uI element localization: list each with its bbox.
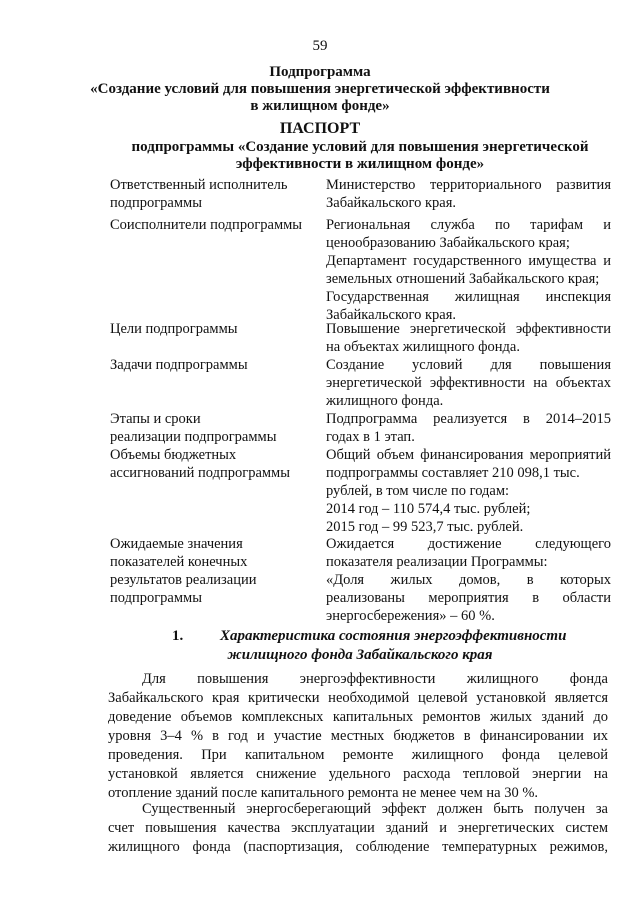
paragraph-line: доведение объемов комплексных капитальных ремонтов жилых зданий до bbox=[108, 709, 608, 725]
label-line: подпрограммы bbox=[110, 195, 202, 211]
label-line: Этапы и сроки bbox=[110, 411, 201, 427]
paragraph-line: счет повышения качества эксплуатации зданий и энергетических систем bbox=[108, 820, 608, 836]
passport-row-value bbox=[326, 356, 611, 410]
value-line: реализованы мероприятия в области bbox=[326, 590, 611, 606]
value-line: Департамент государственного имущества и bbox=[326, 253, 611, 269]
value-line: Создание условий для повышения bbox=[326, 357, 611, 373]
passport-subtitle-line2: эффективности в жилищном фонде» bbox=[235, 156, 485, 172]
label-line: реализации подпрограммы bbox=[110, 429, 277, 445]
paragraph-line: проведения. При капитальном ремонте жилищного фонда целевой bbox=[108, 747, 608, 763]
value-line: жилищного фонда. bbox=[326, 393, 444, 409]
value-line: Подпрограмма реализуется в 2014–2015 bbox=[326, 411, 611, 427]
subprogram-title-line2: в жилищном фонде» bbox=[250, 98, 390, 114]
value-line: ценообразованию Забайкальского края; bbox=[326, 235, 570, 251]
value-line: Региональная служба по тарифам и bbox=[326, 217, 611, 233]
label-line: ассигнований подпрограммы bbox=[110, 465, 290, 481]
paragraph-line: отопление зданий после капитального ремонта не менее чем на 30 %. bbox=[108, 785, 539, 801]
value-line: Забайкальского края. bbox=[326, 307, 456, 323]
value-line: Ожидается достижение следующего bbox=[326, 536, 611, 552]
passport-row-label bbox=[110, 176, 320, 212]
value-line: показателя реализации Программы: bbox=[326, 554, 548, 570]
value-line: Государственная жилищная инспекция bbox=[326, 289, 611, 305]
passport-row-value bbox=[326, 176, 611, 212]
passport-row-value bbox=[326, 410, 611, 446]
value-line: Повышение энергетической эффективности bbox=[326, 321, 611, 337]
passport-row-value bbox=[326, 446, 611, 536]
value-line: «Доля жилых домов, в которых bbox=[326, 572, 611, 588]
value-line: энергетической эффективности на объектах bbox=[326, 375, 611, 391]
subprogram-heading: Подпрограмма bbox=[269, 64, 371, 80]
label-line: подпрограммы bbox=[110, 590, 202, 606]
label-line: Соисполнители подпрограммы bbox=[110, 217, 303, 233]
passport-row-label bbox=[110, 356, 320, 374]
value-line: Забайкальского края. bbox=[326, 195, 456, 211]
passport-title: ПАСПОРТ bbox=[279, 120, 361, 137]
label-line: результатов реализации bbox=[110, 572, 257, 588]
value-line: рублей, в том числе по годам: bbox=[326, 483, 510, 499]
value-line: 2015 год – 99 523,7 тыс. рублей. bbox=[326, 519, 524, 535]
label-line: Ожидаемые значения bbox=[110, 536, 243, 552]
passport-row-label bbox=[110, 216, 320, 234]
passport-row-value bbox=[326, 320, 611, 356]
passport-row-label bbox=[110, 535, 320, 607]
label-line: показателей конечных bbox=[110, 554, 248, 570]
passport-row-label bbox=[110, 446, 320, 482]
value-line: подпрограммы составляет 210 098,1 тыс. bbox=[326, 465, 580, 481]
passport-row-value bbox=[326, 216, 611, 324]
value-line: на объектах жилищного фонда. bbox=[326, 339, 520, 355]
label-line: Задачи подпрограммы bbox=[110, 357, 248, 373]
value-line: Общий объем финансирования мероприятий bbox=[326, 447, 611, 463]
paragraph-line: Для повышения энергоэффективности жилищного фонда bbox=[142, 671, 608, 687]
paragraph-line: установкой является снижение удельного расхода тепловой энергии на bbox=[108, 766, 608, 782]
paragraph-line: уровня 3–4 % в год и участие местных бюджетов в финансировании их bbox=[108, 728, 608, 744]
paragraph-line: жилищного фонда (паспортизация, соблюдение температурных режимов, bbox=[108, 839, 608, 855]
passport-row-label bbox=[110, 320, 320, 338]
paragraph-line: Забайкальского края критически необходимой целевой установкой является bbox=[108, 690, 608, 706]
page-number: 59 bbox=[312, 38, 328, 54]
passport-row-label bbox=[110, 410, 320, 446]
value-line: 2014 год – 110 574,4 тыс. рублей; bbox=[326, 501, 531, 517]
value-line: земельных отношений Забайкальского края; bbox=[326, 271, 600, 287]
label-line: Цели подпрограммы bbox=[110, 321, 238, 337]
section-title-line2: жилищного фонда Забайкальского края bbox=[227, 647, 493, 663]
subprogram-title-line1: «Создание условий для повышения энергетической эффективности bbox=[90, 81, 550, 97]
paragraph bbox=[108, 670, 608, 803]
passport-row-value bbox=[326, 535, 611, 625]
value-line: Министерство территориального развития bbox=[326, 177, 611, 193]
value-line: энергосбережения» – 60 %. bbox=[326, 608, 495, 624]
value-line: годах в 1 этап. bbox=[326, 429, 415, 445]
label-line: Объемы бюджетных bbox=[110, 447, 237, 463]
paragraph-line: Существенный энергосберегающий эффект должен быть получен за bbox=[142, 801, 608, 817]
passport-subtitle-line1: подпрограммы «Создание условий для повышения энергетической bbox=[131, 139, 589, 155]
label-line: Ответственный исполнитель bbox=[110, 177, 288, 193]
paragraph bbox=[108, 800, 608, 857]
section-number: 1. bbox=[172, 628, 184, 644]
section-title-line1: Характеристика состояния энергоэффективности bbox=[220, 628, 567, 644]
